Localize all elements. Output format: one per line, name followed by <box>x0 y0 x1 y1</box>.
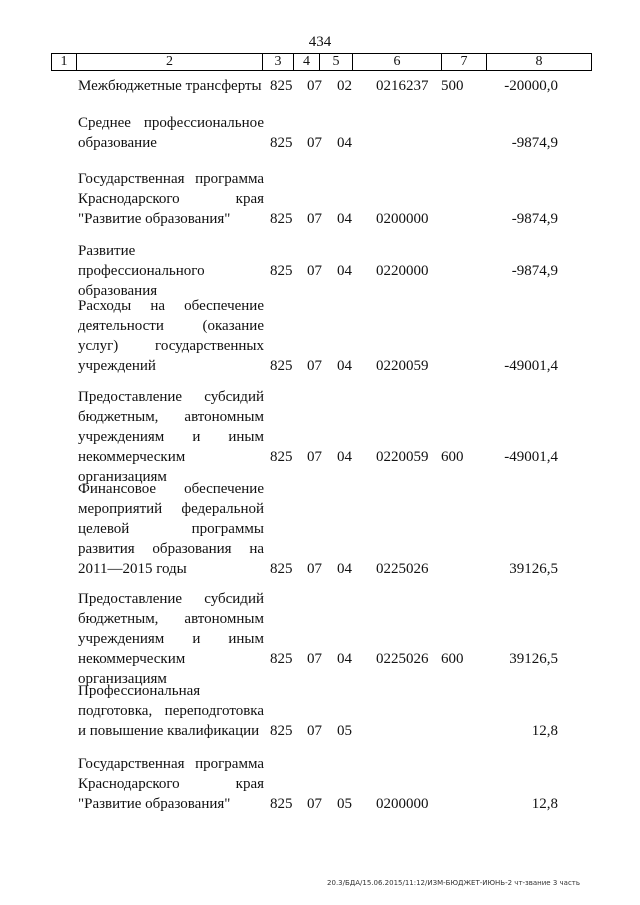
row-name: Профессиональная подготовка, переподготовка и повышение квалификации <box>78 683 264 739</box>
row-amount: -9874,9 <box>511 263 558 279</box>
row-section-code: 07 <box>307 211 322 227</box>
row-section-code: 07 <box>307 796 322 812</box>
page-number: 434 <box>308 34 332 50</box>
row-amount: -20000,0 <box>504 78 558 94</box>
row-expense-type: 600 <box>441 449 464 465</box>
row-subsection-code: 02 <box>337 78 352 94</box>
column-header-4: 4 <box>294 54 320 71</box>
column-header-3: 3 <box>263 54 294 71</box>
row-name: Развитие профессионального образования <box>78 243 205 299</box>
table-row <box>0 241 640 299</box>
row-target-article: 0220059 <box>376 358 429 374</box>
row-subsection-code: 05 <box>337 796 352 812</box>
row-amount: 39126,5 <box>509 651 558 667</box>
table-row <box>0 479 640 579</box>
row-ministry-code: 825 <box>270 723 293 739</box>
column-header-1: 1 <box>52 54 77 71</box>
table-row <box>0 169 640 229</box>
row-section-code: 07 <box>307 561 322 577</box>
row-section-code: 07 <box>307 723 322 739</box>
row-target-article: 0216237 <box>376 78 429 94</box>
row-amount: 39126,5 <box>509 561 558 577</box>
row-amount: -49001,4 <box>504 449 558 465</box>
row-name: Государственная программа Краснодарского края "Развитие образования" <box>78 756 264 812</box>
row-amount: -49001,4 <box>504 358 558 374</box>
row-amount: -9874,9 <box>511 135 558 151</box>
row-amount: 12,8 <box>531 796 558 812</box>
row-ministry-code: 825 <box>270 211 293 227</box>
column-header-5: 5 <box>320 54 353 71</box>
table-row <box>0 113 640 153</box>
row-subsection-code: 04 <box>337 449 352 465</box>
row-section-code: 07 <box>307 135 322 151</box>
row-expense-type: 600 <box>441 651 464 667</box>
row-amount: -9874,9 <box>511 211 558 227</box>
row-subsection-code: 04 <box>337 561 352 577</box>
row-subsection-code: 04 <box>337 135 352 151</box>
table-row <box>0 681 640 741</box>
table-row <box>0 296 640 376</box>
row-target-article: 0220000 <box>376 263 429 279</box>
row-name: Межбюджетные трансферты <box>78 78 262 94</box>
document-footer: 20.3/БДА/15.06.2015/11:12/ИЗМ-БЮДЖЕТ-ИЮНЬ-2 чт-звание 3 часть <box>327 879 580 887</box>
row-target-article: 0200000 <box>376 796 429 812</box>
table-row <box>0 754 640 814</box>
row-subsection-code: 05 <box>337 723 352 739</box>
column-header-2: 2 <box>77 54 263 71</box>
row-name: Среднее профессиональное образование <box>78 115 264 151</box>
table-row <box>0 387 640 485</box>
row-name: Предоставление субсидий бюджетным, автономным учреждениям и иным некоммерческим организациям <box>78 591 264 687</box>
row-section-code: 07 <box>307 78 322 94</box>
row-section-code: 07 <box>307 651 322 667</box>
row-ministry-code: 825 <box>270 796 293 812</box>
row-name: Предоставление субсидий бюджетным, автономным учреждениям и иным некоммерческим организациям <box>78 389 264 485</box>
table-row <box>0 589 640 687</box>
row-ministry-code: 825 <box>270 135 293 151</box>
row-name: Государственная программа Краснодарского края "Развитие образования" <box>78 171 264 227</box>
row-ministry-code: 825 <box>270 449 293 465</box>
row-ministry-code: 825 <box>270 78 293 94</box>
column-header-6: 6 <box>353 54 442 71</box>
row-amount: 12,8 <box>531 723 558 739</box>
column-header-7: 7 <box>442 54 487 71</box>
row-section-code: 07 <box>307 449 322 465</box>
column-header-8: 8 <box>487 54 592 71</box>
row-target-article: 0200000 <box>376 211 429 227</box>
row-ministry-code: 825 <box>270 561 293 577</box>
row-ministry-code: 825 <box>270 358 293 374</box>
row-section-code: 07 <box>307 263 322 279</box>
row-name: Расходы на обеспечение деятельности (оказание услуг) государственных учреждений <box>78 298 264 374</box>
row-target-article: 0225026 <box>376 561 429 577</box>
row-target-article: 0225026 <box>376 651 429 667</box>
row-expense-type: 500 <box>441 78 464 94</box>
row-ministry-code: 825 <box>270 263 293 279</box>
row-subsection-code: 04 <box>337 651 352 667</box>
table-row <box>0 76 640 96</box>
row-target-article: 0220059 <box>376 449 429 465</box>
row-subsection-code: 04 <box>337 358 352 374</box>
row-name: Финансовое обеспечение мероприятий федеральной целевой программы развития образования на 2011—2015 годы <box>78 481 264 577</box>
row-subsection-code: 04 <box>337 211 352 227</box>
row-section-code: 07 <box>307 358 322 374</box>
row-ministry-code: 825 <box>270 651 293 667</box>
row-subsection-code: 04 <box>337 263 352 279</box>
